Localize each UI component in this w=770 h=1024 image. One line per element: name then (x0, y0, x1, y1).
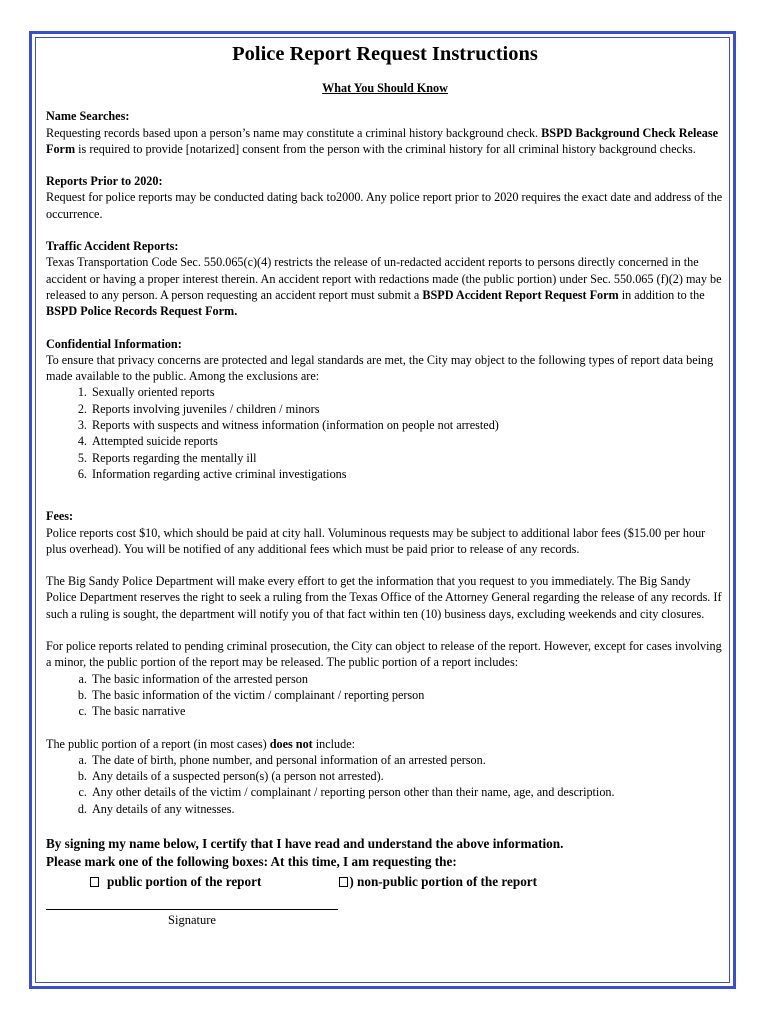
public-portion-text-2: include: (312, 736, 356, 751)
section-name-searches (46, 108, 724, 157)
list-item: a. The date of birth, phone number, and personal information of an arrested person. (90, 752, 724, 768)
certify-statement (46, 835, 724, 871)
document-body (46, 40, 724, 928)
signature-line[interactable] (46, 909, 338, 910)
list-item: b. The basic information of the victim / complainant / reporting person (90, 687, 724, 703)
option-nonpublic[interactable] (339, 873, 537, 891)
list-item: 5. Reports regarding the mentally ill (90, 450, 724, 466)
name-searches-title: Name Searches: (46, 109, 130, 124)
exclusions-list (46, 384, 724, 482)
does-not-emphasis: does not (269, 736, 313, 751)
section-ruling (46, 573, 724, 622)
option-public[interactable] (90, 873, 261, 891)
public-excludes-list (46, 752, 724, 817)
page-subtitle: What You Should Know (322, 81, 448, 95)
list-item: 4. Attempted suicide reports (90, 433, 724, 449)
section-reports-prior (46, 173, 724, 222)
traffic-text (46, 254, 724, 319)
list-item: 3. Reports with suspects and witness information (information on people not arrested) (90, 417, 724, 433)
list-item: c. The basic narrative (90, 703, 724, 719)
section-prosecution (46, 638, 724, 719)
section-confidential (46, 336, 724, 483)
confidential-text: To ensure that privacy concerns are protected and legal standards are met, the City may object to the following types of report data being made available to the public. Among the exclusions are: (46, 352, 714, 384)
public-portion-text (46, 736, 724, 752)
option-public-label: public portion of the report (107, 873, 262, 889)
certify-line-1: By signing my name below, I certify that I have read and understand the above information. (46, 835, 564, 851)
traffic-text-2: in addition to the (618, 287, 705, 302)
prosecution-text: For police reports related to pending criminal prosecution, the City can object to release of the report. However, except for cases involving a minor, the public portion of the report may be released. The public portion of a report includes: (46, 639, 722, 670)
public-portion-text-1: The public portion of a report (in most cases) (46, 736, 270, 751)
name-searches-text (46, 125, 724, 158)
accident-form-name: BSPD Accident Report Request Form (422, 287, 619, 302)
fees-title: Fees: (46, 509, 74, 524)
request-options (46, 873, 724, 891)
ruling-text: The Big Sandy Police Department will make every effort to get the information that you request to you immediately. The Big Sandy Police Department reserves the right to seek a ruling from the Texas Office of the Attorney General regarding the release of any records. If such a ruling is sought, the department will notify you of that fact within ten (10) business days, excluding weekends and city closures. (46, 574, 722, 621)
public-includes-list (46, 671, 724, 720)
confidential-title: Confidential Information: (46, 336, 182, 351)
certify-line-2: Please mark one of the following boxes: At this time, I am requesting the: (46, 853, 457, 869)
name-searches-text-1: Requesting records based upon a person’s name may constitute a criminal history background check. (46, 125, 542, 140)
page-title: Police Report Request Instructions (232, 43, 538, 65)
list-item: 6. Information regarding active criminal investigations (90, 466, 724, 482)
traffic-title: Traffic Accident Reports: (46, 239, 179, 254)
section-traffic-accident (46, 238, 724, 319)
signature-label: Signature (168, 912, 216, 927)
reports-prior-text: Request for police reports may be conducted dating back to2000. Any police report prior to 2020 requires the exact date and address of the occurrence. (46, 190, 723, 221)
list-item: 2. Reports involving juveniles / children / minors (90, 401, 724, 417)
option-nonpublic-label: ) non-public portion of the report (349, 873, 538, 889)
name-searches-text-2: is required to provide [notarized] consent from the person with the criminal history for all criminal history background checks. (75, 141, 696, 156)
list-item: 1. Sexually oriented reports (90, 384, 724, 400)
public-portion-checkbox[interactable] (90, 877, 99, 887)
records-form-name: BSPD Police Records Request Form. (46, 304, 238, 319)
fees-text: Police reports cost $10, which should be paid at city hall. Voluminous requests may be subject to additional labor fees ($15.00 per hour plus overhead). You will be notified of any additional fees which must be paid prior to release of any records. (46, 525, 706, 556)
background-check-form-name: BSPD Background Check Release Form (46, 125, 718, 156)
section-public-portion (46, 736, 724, 817)
reports-prior-title: Reports Prior to 2020: (46, 174, 163, 189)
non-public-portion-checkbox[interactable] (339, 877, 348, 887)
section-fees (46, 508, 724, 557)
traffic-text-1: Texas Transportation Code Sec. 550.065(c)(4) restricts the release of un-redacted accident reports to persons directly concerned in the accident or having a proper interest therein. An accident report with redactions made (the public portion) under Sec. 550.065 (f)(2) may be released to any person. A person requesting an accident report must submit a (46, 255, 722, 302)
list-item: c. Any other details of the victim / complainant / reporting person other than their name, age, and description. (90, 784, 724, 800)
list-item: a. The basic information of the arrested person (90, 671, 724, 687)
list-item: b. Any details of a suspected person(s) (a person not arrested). (90, 768, 724, 784)
list-item: d. Any details of any witnesses. (90, 801, 724, 817)
